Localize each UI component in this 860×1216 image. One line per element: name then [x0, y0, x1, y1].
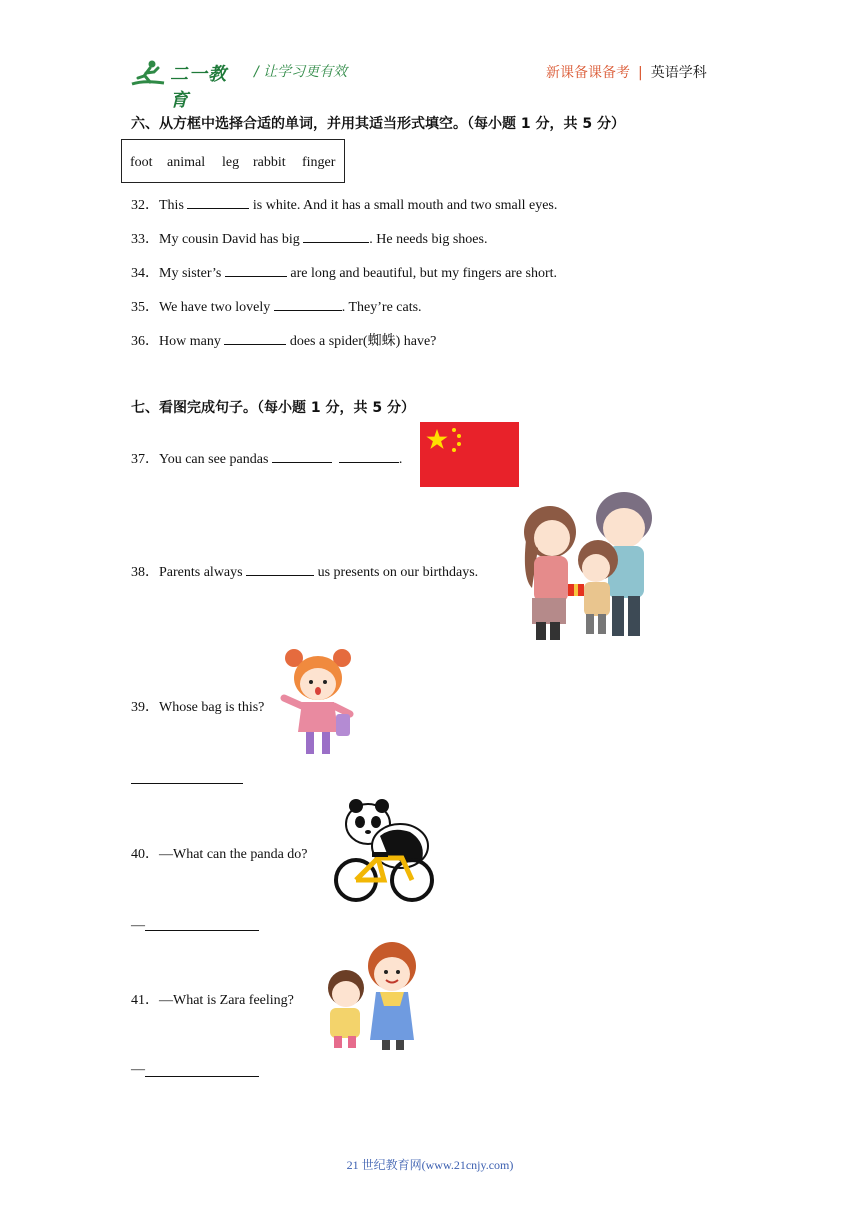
question-number: 38．: [131, 565, 159, 580]
question-number: 35．: [131, 300, 159, 315]
question-number: 39．: [131, 700, 159, 715]
question-number: 40．: [131, 847, 159, 862]
question-38: 38．Parents always us presents on our birthdays.: [131, 561, 478, 581]
header-secondary: 英语学科: [650, 65, 707, 81]
fill-blank[interactable]: [272, 450, 332, 463]
fill-blank[interactable]: [225, 264, 287, 277]
fill-blank[interactable]: [246, 563, 314, 576]
question-35: 35．We have two lovely . They’re cats.: [131, 296, 422, 316]
header-primary: 新课备课备考: [546, 65, 630, 81]
word-box-item: animal: [167, 155, 206, 170]
question-number: 41．: [131, 993, 159, 1008]
header-slogan: / 让学习更有效: [254, 64, 348, 80]
question-number: 33．: [131, 232, 159, 247]
question-36: 36．How many does a spider(蜘蛛) have?: [131, 330, 436, 350]
answer-line[interactable]: [131, 782, 243, 784]
question-34: 34．My sister’s are long and beautiful, but my fingers are short.: [131, 262, 557, 282]
word-box-item: leg: [222, 155, 240, 170]
logo-text: 二一教育: [170, 64, 227, 111]
answer-41: —: [131, 1062, 145, 1077]
runner-logo-icon: [130, 58, 170, 90]
question-33: 33．My cousin David has big . He needs big shoes.: [131, 228, 487, 248]
two-children-illustration: [316, 940, 422, 1054]
question-40: 40．—What can the panda do?: [131, 843, 308, 863]
section-7-title: 七、看图完成句子。（每小题 1 分，共 5 分）: [131, 400, 415, 416]
answer-line[interactable]: [145, 1075, 259, 1077]
question-41: 41．—What is Zara feeling?: [131, 989, 294, 1009]
section-6-title: 六、从方框中选择合适的单词，并用其适当形式填空。（每小题 1 分，共 5 分）: [131, 116, 625, 132]
footer-source: 21 世纪教育网(www.21cnjy.com): [346, 1158, 514, 1172]
question-37: 37．You can see pandas .: [131, 448, 402, 468]
question-number: 37．: [131, 452, 159, 467]
word-box-item: finger: [302, 155, 336, 170]
word-box-item: foot: [130, 155, 153, 170]
fill-blank[interactable]: [274, 298, 342, 311]
girl-with-bag-illustration: [280, 648, 356, 758]
question-number: 34．: [131, 266, 159, 281]
answer-line[interactable]: [145, 929, 259, 931]
logo: [130, 58, 242, 111]
family-gift-illustration: [512, 488, 660, 644]
header-subject: [546, 62, 707, 82]
china-flag-image: [420, 422, 519, 487]
word-box: [121, 139, 345, 183]
header-separator: |: [638, 65, 643, 81]
question-number: 36．: [131, 334, 159, 349]
question-number: 32．: [131, 198, 159, 213]
question-32: 32．This is white. And it has a small mouth and two small eyes.: [131, 194, 557, 214]
word-box-item: rabbit: [253, 155, 286, 170]
answer-40: —: [131, 918, 145, 933]
question-39: 39．Whose bag is this?: [131, 696, 264, 716]
panda-riding-bike-illustration: [326, 796, 444, 904]
fill-blank[interactable]: [339, 450, 399, 463]
fill-blank[interactable]: [224, 332, 286, 345]
fill-blank[interactable]: [187, 196, 249, 209]
fill-blank[interactable]: [303, 230, 369, 243]
